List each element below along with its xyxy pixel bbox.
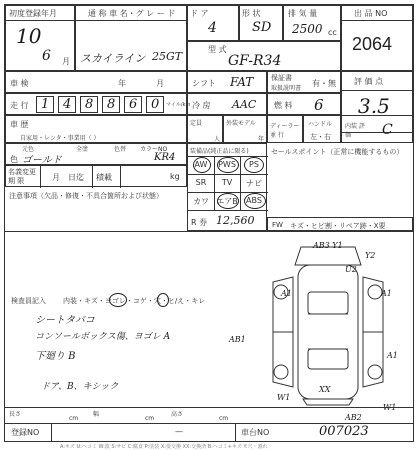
vehicle-label: 車 歴: [10, 120, 29, 129]
warranty-label: 保証書: [271, 74, 292, 82]
reg-dash: —: [175, 427, 183, 436]
width-unit: cm: [145, 415, 155, 422]
name-change-label: 名義変更 期 限: [8, 168, 36, 185]
auction-sheet: [4, 4, 414, 442]
ac-label: 冷 房: [192, 101, 211, 110]
col-overall: 全塗: [76, 146, 89, 153]
shaken-year-unit: 年: [118, 79, 126, 88]
mark-a1-a: A1: [281, 289, 292, 298]
ps-circle: [244, 157, 264, 173]
capacity-box: [187, 115, 223, 143]
handle-box: [303, 115, 341, 143]
mileage-box: [5, 93, 191, 115]
color-box: [5, 143, 187, 165]
note-2: コンソールボックス傷、ヨゴレ A: [35, 332, 171, 342]
r-value: 12,560: [216, 214, 255, 227]
mark-u2: U2: [345, 265, 357, 274]
mark-w1-a: W1: [277, 393, 291, 402]
shape-value: SD: [252, 20, 272, 35]
car-name-label: 通 称 車 名・グ レ ー ド: [88, 9, 176, 18]
equip-airbag: エアB: [216, 197, 238, 206]
dealer-box: [267, 115, 303, 143]
airbag-circle: [217, 193, 239, 209]
door-box: [187, 5, 239, 41]
fw-text: キズ・ヒビ割・リペア跡・X要: [290, 222, 386, 230]
mileage-digit-5: 6: [124, 96, 142, 113]
interior-box: [341, 115, 413, 143]
mileage-digit-1: 1: [36, 96, 54, 113]
color-label: 色: [10, 155, 18, 164]
nc-day-unit: 日迄: [68, 173, 84, 182]
interior-label: 内装 評価: [345, 123, 365, 139]
abs-circle: [244, 193, 266, 209]
ac-box: [187, 93, 267, 115]
color-no-label: カラーNO: [140, 146, 168, 153]
warranty-options: 有・無: [312, 79, 336, 88]
shift-value: FAT: [230, 75, 254, 89]
car-diagram: [253, 237, 403, 407]
score-value: 3.5: [358, 94, 390, 118]
mark-a1-b: A1: [381, 289, 392, 298]
color-value: ゴールド: [22, 155, 62, 166]
fw-label: FW: [272, 221, 283, 229]
door-label: ド ア: [190, 9, 209, 18]
car-name-box: [75, 5, 187, 71]
note-1: シートタバコ: [35, 315, 95, 326]
cc-unit: cc: [328, 28, 337, 37]
equip-abs: ABS: [246, 196, 262, 205]
model-label: 型 式: [208, 45, 227, 54]
width-label: 幅: [93, 411, 100, 418]
name-change-box: [5, 165, 187, 187]
warranty-sub: 取扱説明書: [271, 85, 302, 92]
mileage-unit: マイル/km: [166, 102, 191, 108]
shaken-label: 車 検: [10, 79, 29, 88]
equip-sr: SR: [195, 178, 207, 187]
tax-label: 積載: [96, 173, 112, 182]
fuel-value: 6: [314, 96, 324, 114]
door-value: 4: [208, 20, 217, 36]
equip-pws: PWS: [218, 160, 236, 169]
equip-tv: TV: [221, 178, 233, 187]
equip-navi: ナビ: [246, 179, 262, 188]
height-label: 高さ: [171, 411, 184, 418]
length-unit: cm: [69, 415, 79, 422]
pws-circle: [217, 157, 239, 173]
grade: 25GT: [152, 50, 183, 63]
model-value: GF-R34: [228, 53, 282, 69]
vehicle-sub: 自家用・レンタ・事業用（ ）: [20, 135, 100, 142]
note-4: ドア、B、キシック: [41, 382, 119, 392]
fuel-box: [267, 93, 341, 115]
shaken-month-unit: 月: [156, 79, 164, 88]
first-reg-label: 初度登録年月: [9, 9, 57, 18]
shift-label: シフト: [192, 79, 216, 88]
shape-label: 形 状: [242, 9, 261, 18]
car-name: スカイライン: [80, 52, 146, 65]
mark-w1-b: W1: [383, 403, 397, 412]
first-reg-box: [5, 5, 75, 71]
inspector-label: 検査員記入: [11, 297, 46, 305]
kg-unit: kg: [170, 172, 180, 181]
mark-y2: Y2: [365, 251, 376, 260]
capacity-label: 定員: [190, 120, 203, 127]
displacement-box: [283, 5, 341, 41]
fuel-label: 燃 料: [274, 101, 293, 110]
note-3: 下廻り B: [35, 351, 76, 362]
handle-options: 左・右: [310, 133, 331, 141]
ext-model-box: [223, 115, 267, 143]
col-changed: 色替: [114, 146, 127, 153]
caution-label: 注意事項（欠品・修復・不具合箇所および状態）: [9, 192, 163, 200]
warranty-box: [267, 71, 341, 93]
interior-value: C: [382, 122, 393, 138]
ac-value: AAC: [232, 98, 257, 111]
score-label: 評 価 点: [354, 77, 384, 86]
chassis-value: 007023: [319, 424, 369, 439]
displacement-label: 排 気 量: [288, 9, 318, 18]
dealer-label: ディーラー 並 行: [270, 123, 300, 139]
chassis-label: 車台NO: [241, 428, 270, 437]
inspector-options: 内装・キズ・ヨゴレ・コゲ・穴・ヒ/え・キレ: [63, 297, 206, 305]
mileage-digit-3: 8: [80, 96, 98, 113]
equip-ps: PS: [249, 160, 259, 169]
lot-label: 出 品 NO: [354, 9, 388, 18]
equip-aw: AW: [194, 160, 208, 169]
color-no-value: KR4: [154, 152, 176, 163]
handle-label: ハンドル: [308, 121, 333, 128]
nc-month-unit: 月: [52, 173, 60, 182]
equip-leather: カワ: [193, 197, 209, 206]
first-reg-month: 6: [42, 48, 51, 64]
equipment-title: 装備品(純正品に限る): [190, 148, 249, 155]
ext-model-unit: 年: [258, 136, 265, 143]
mark-ab2: AB2: [345, 413, 362, 422]
reg-no-label: 登録NO: [11, 428, 40, 437]
month-unit: 月: [62, 57, 70, 66]
model-box: [187, 41, 341, 71]
length-label: 長さ: [9, 411, 22, 418]
mileage-digit-4: 8: [102, 96, 120, 113]
mark-ab1: AB1: [229, 335, 246, 344]
sales-point-label: セールスポイント（正常に機能するもの）: [271, 148, 404, 156]
mileage-digit-2: 4: [58, 96, 76, 113]
height-unit: cm: [219, 415, 229, 422]
shift-box: [187, 71, 267, 93]
first-reg-year: 10: [16, 24, 42, 48]
mileage-label: 走 行: [10, 101, 29, 110]
ana-circle: [157, 293, 169, 307]
aw-circle: [193, 157, 211, 173]
mark-xx: XX: [319, 385, 331, 394]
shape-box: [239, 5, 283, 41]
displacement-value: 2500: [292, 22, 323, 36]
lot-number: 2064: [352, 34, 393, 54]
ext-model-label: 外装モデル: [226, 120, 256, 127]
capacity-unit: 人: [214, 136, 221, 143]
yogore-circle: [109, 293, 127, 307]
equipment-box: [187, 143, 267, 231]
mark-a1-c: A1: [387, 351, 398, 360]
r-label: R 券: [191, 218, 208, 227]
footer-legend: A:キズ U:ヘコミ W:波 S:サビ C:腐食 P:塗装 X:要交換 XX:交換済 B:ヘコミ+キズ Y:穴・割れ: [60, 444, 268, 450]
shaken-box: [5, 71, 187, 93]
mark-ab3-y1: AB3 Y1: [313, 241, 343, 250]
col-original: 元色: [22, 146, 35, 153]
lot-box: [341, 5, 413, 71]
fw-bar: [267, 217, 413, 231]
mileage-digit-6: 0: [146, 96, 164, 113]
vehicle-box: [5, 115, 187, 143]
